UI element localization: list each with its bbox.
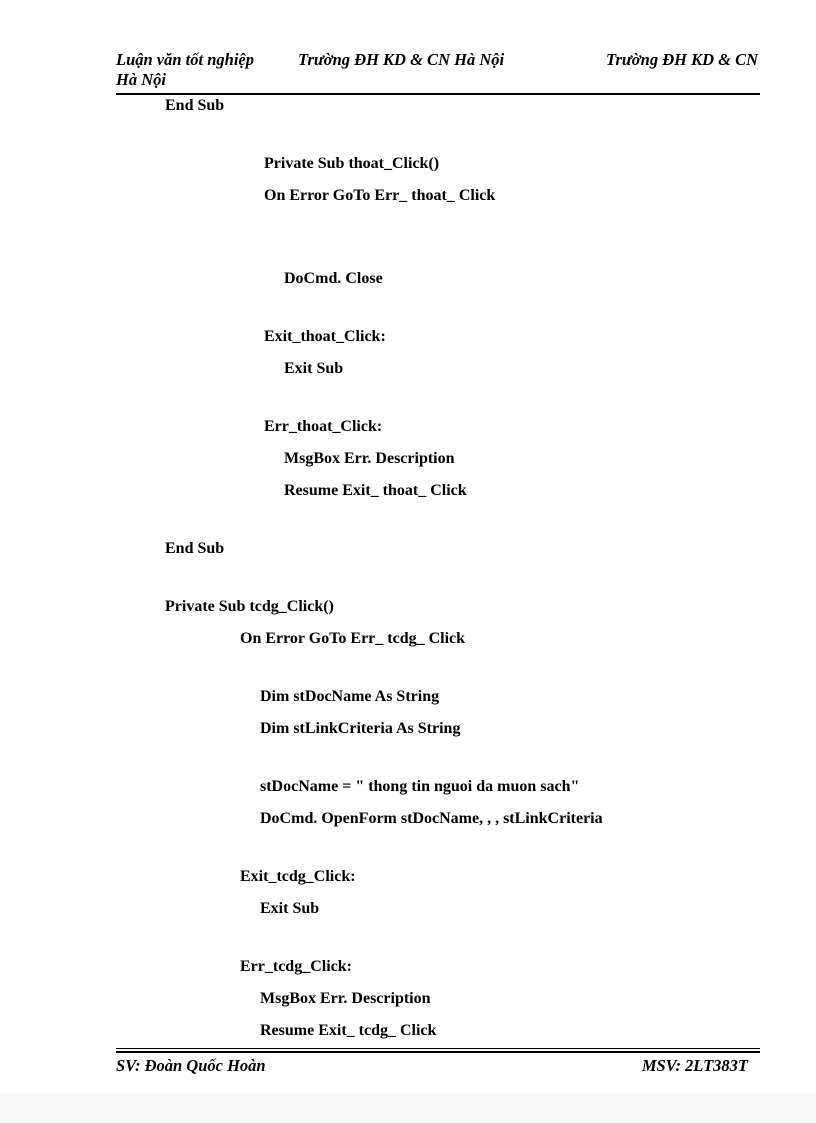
code-line-msgbox-2: MsgBox Err. Description xyxy=(260,990,431,1007)
code-line-err-thoat-label: Err_thoat_Click: xyxy=(264,418,383,435)
header-school-name: Trường ĐH KD & CN Hà Nội xyxy=(298,50,505,69)
footer-divider-thin xyxy=(116,1048,760,1049)
code-line-on-error-tcdg: On Error GoTo Err_ tcdg_ Click xyxy=(240,630,466,647)
header-thesis-label: Luận văn tốt nghiệp xyxy=(116,50,254,69)
code-line-resume-tcdg: Resume Exit_ tcdg_ Click xyxy=(260,1022,437,1039)
code-line-err-tcdg-label: Err_tcdg_Click: xyxy=(240,958,352,975)
header-second-line: Hà Nội xyxy=(116,70,166,89)
code-line-end-sub-2: End Sub xyxy=(165,540,225,557)
code-line-sub-thoat-click: Private Sub thoat_Click() xyxy=(264,155,440,172)
footer-divider-thick xyxy=(116,1051,760,1053)
code-line-exit-tcdg-label: Exit_tcdg_Click: xyxy=(240,868,356,885)
page-bottom-margin xyxy=(0,1093,816,1123)
code-line-exit-sub-1: Exit Sub xyxy=(284,360,344,377)
code-line-docmd-openform: DoCmd. OpenForm stDocName, , , stLinkCriteria xyxy=(260,810,603,827)
code-line-end-sub-1: End Sub xyxy=(165,97,225,114)
code-line-on-error-thoat: On Error GoTo Err_ thoat_ Click xyxy=(264,187,496,204)
code-line-sub-tcdg-click: Private Sub tcdg_Click() xyxy=(165,598,334,615)
header-first-line xyxy=(116,50,760,70)
code-line-assign-docname: stDocName = " thong tin nguoi da muon sach" xyxy=(260,778,580,795)
footer-student-id: MSV: 2LT383T xyxy=(641,1056,748,1075)
code-line-docmd-close: DoCmd. Close xyxy=(284,270,383,287)
footer-student-name: SV: Đoàn Quốc Hoàn xyxy=(116,1056,266,1075)
code-line-exit-sub-2: Exit Sub xyxy=(260,900,320,917)
header-divider xyxy=(116,93,760,95)
code-line-exit-thoat-label: Exit_thoat_Click: xyxy=(264,328,386,345)
code-line-resume-thoat: Resume Exit_ thoat_ Click xyxy=(284,482,467,499)
code-line-dim-docname: Dim stDocName As String xyxy=(260,688,440,705)
code-line-msgbox-1: MsgBox Err. Description xyxy=(284,450,455,467)
page-header xyxy=(116,50,760,90)
header-school-name-repeat: Trường ĐH KD & CN xyxy=(606,50,758,69)
code-line-dim-linkcriteria: Dim stLinkCriteria As String xyxy=(260,720,461,737)
